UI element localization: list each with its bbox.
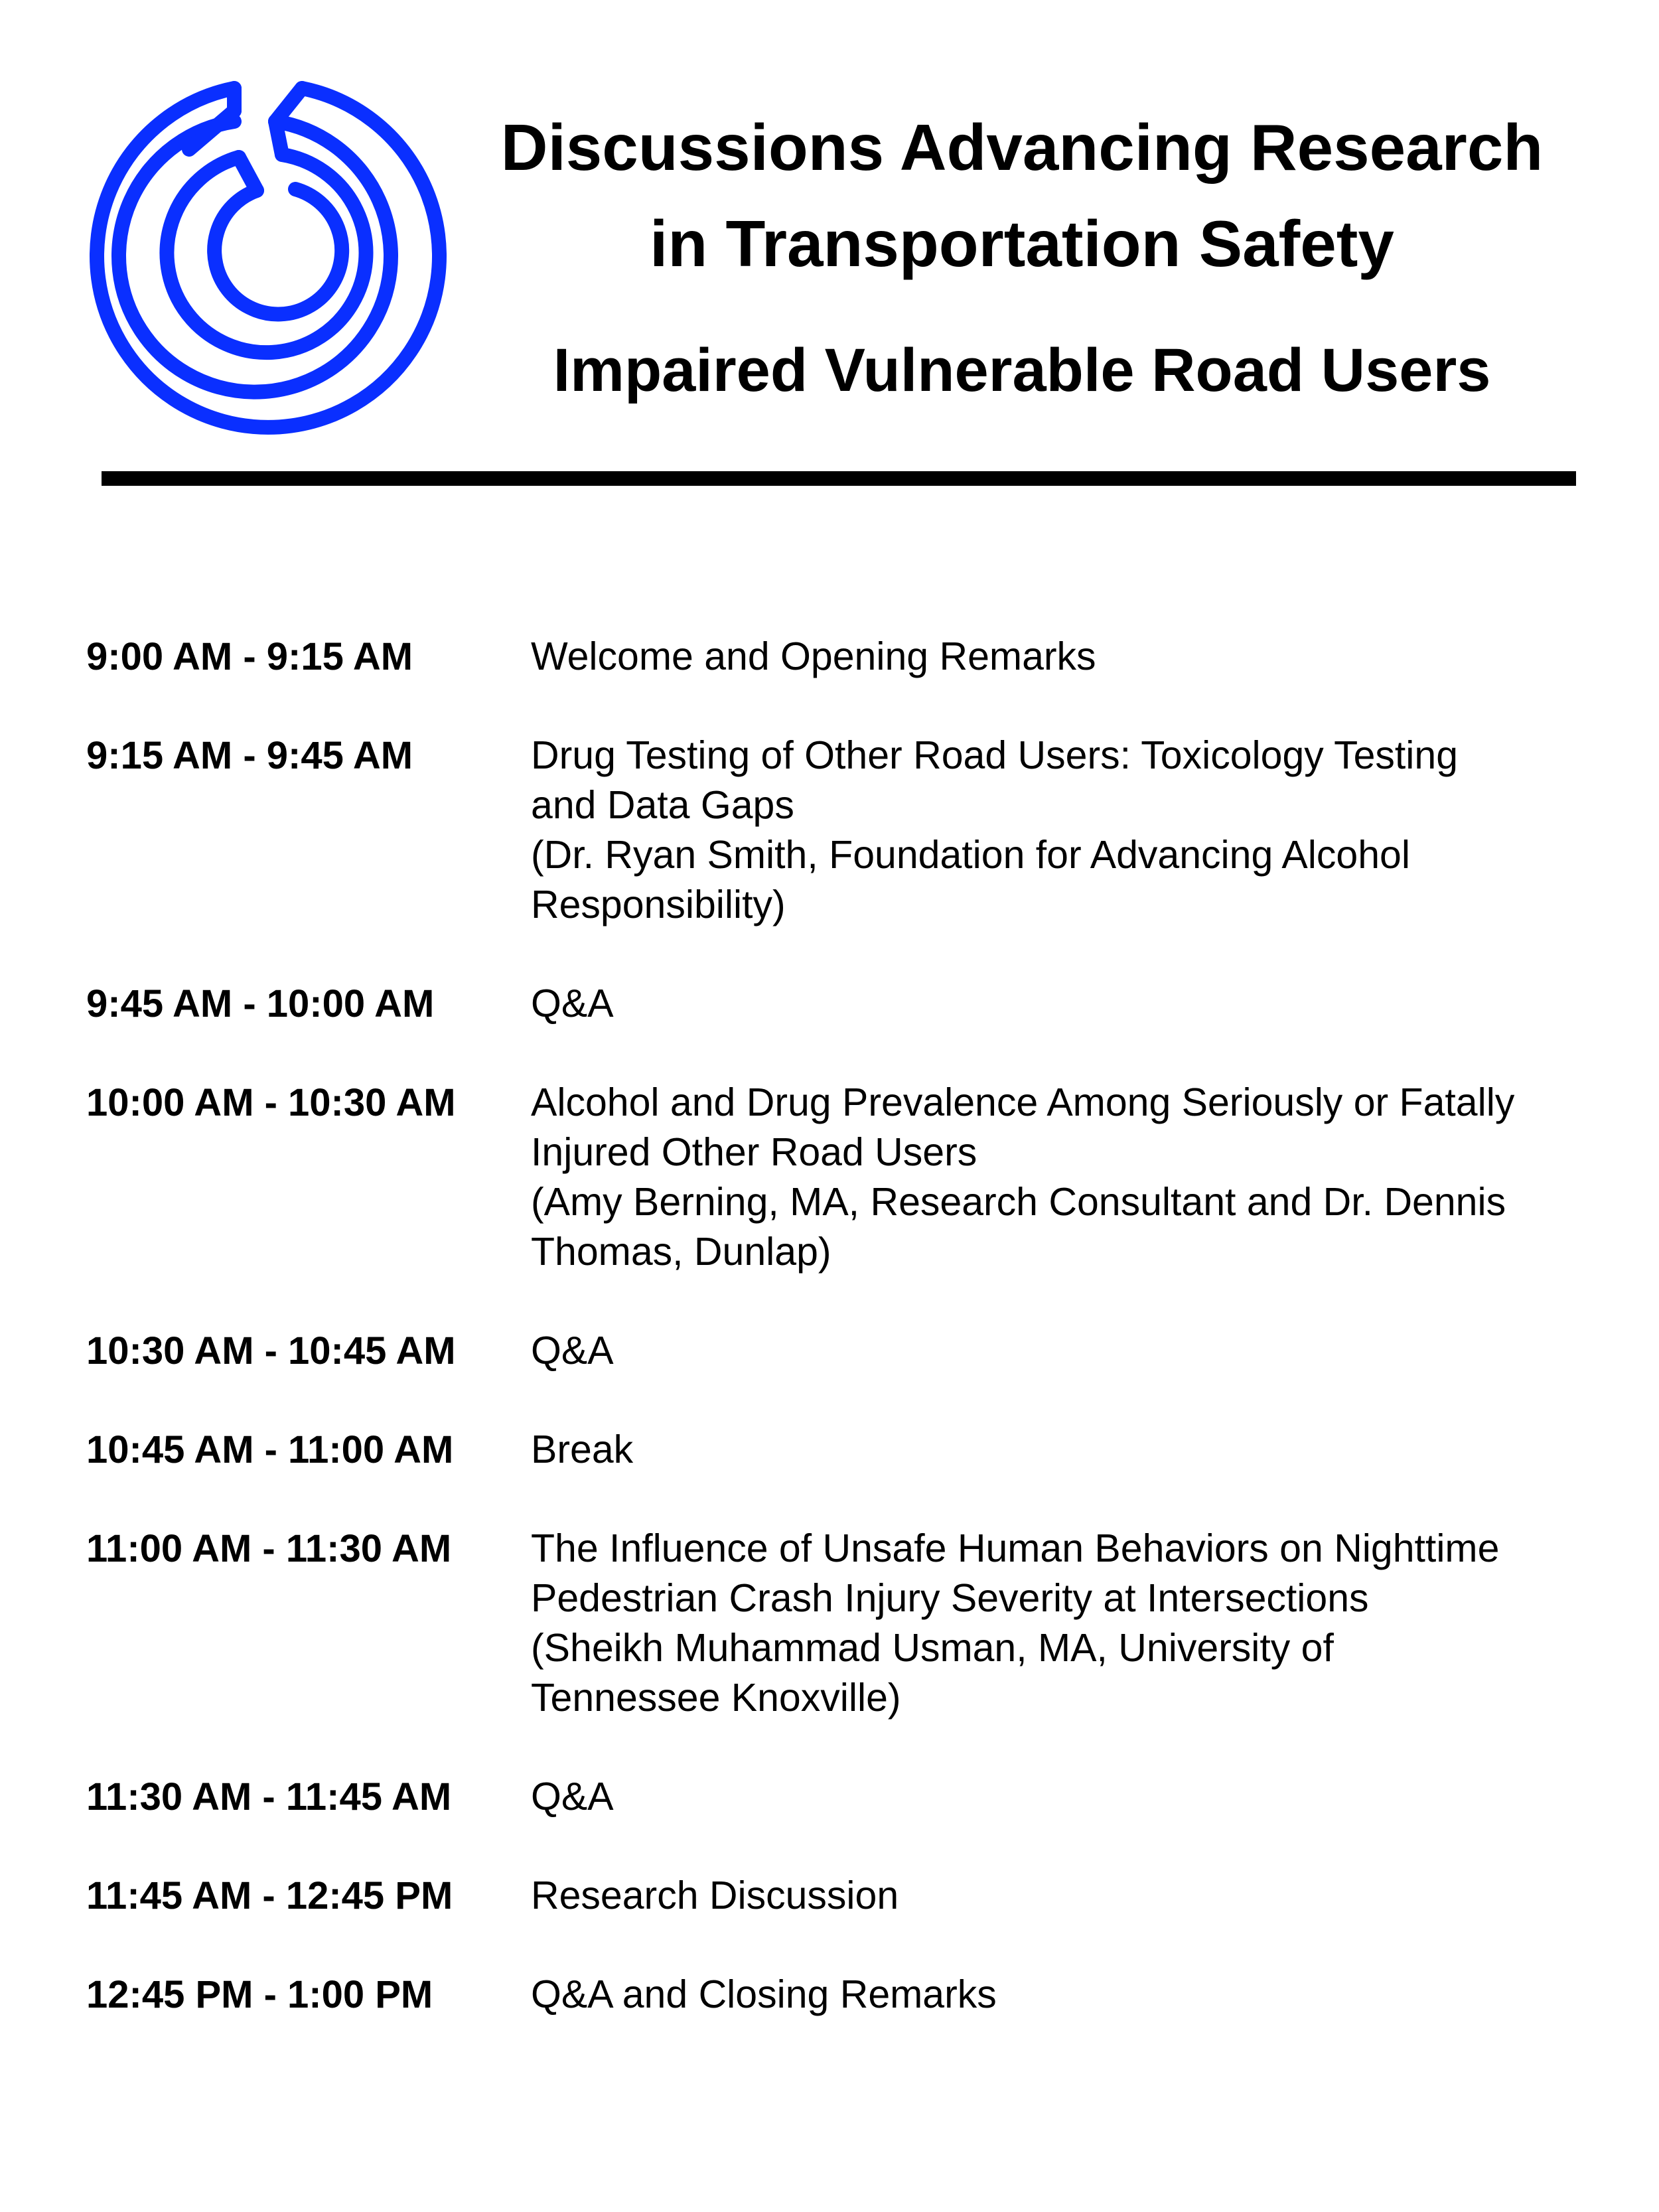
page-subtitle: Impaired Vulnerable Road Users: [553, 336, 1491, 404]
agenda-description: [531, 1078, 1619, 1277]
agenda-description: [531, 1326, 1619, 1376]
agenda-description-line: (Amy Berning, MA, Research Consultant and Dr. Dennis: [531, 1180, 1506, 1224]
agenda-description: [531, 1425, 1619, 1475]
agenda-description: [531, 731, 1619, 930]
agenda-time: 11:00 AM - 11:30 AM: [86, 1527, 452, 1570]
agenda-row: [86, 1871, 1619, 1921]
spiral-maze-logo-icon: [83, 70, 455, 441]
agenda-description-line: and Data Gaps: [531, 783, 794, 827]
agenda-description: [531, 979, 1619, 1029]
agenda-row: [86, 731, 1619, 930]
agenda-description: [531, 632, 1619, 682]
agenda-time: 10:30 AM - 10:45 AM: [86, 1329, 456, 1372]
agenda-list: [86, 632, 1619, 2069]
agenda-description-line: Q&A: [531, 982, 614, 1025]
agenda-description-line: Tennessee Knoxville): [531, 1676, 901, 1720]
agenda-row: [86, 1425, 1619, 1475]
agenda-description: [531, 1970, 1619, 2020]
page-title: [451, 100, 1593, 292]
agenda-time: 11:45 AM - 12:45 PM: [86, 1874, 453, 1917]
agenda-description-line: The Influence of Unsafe Human Behaviors on Nighttime: [531, 1526, 1500, 1570]
agenda-time: 9:45 AM - 10:00 AM: [86, 982, 435, 1025]
agenda-time: 9:15 AM - 9:45 AM: [86, 734, 413, 777]
agenda-row: [86, 632, 1619, 682]
agenda-description-line: Injured Other Road Users: [531, 1130, 977, 1174]
title-line-2: in Transportation Safety: [650, 207, 1394, 280]
agenda-description-line: (Sheikh Muhammad Usman, MA, University of: [531, 1626, 1334, 1670]
agenda-time: 11:30 AM - 11:45 AM: [86, 1775, 452, 1818]
title-line-1: Discussions Advancing Research: [500, 111, 1544, 184]
agenda-row: [86, 1772, 1619, 1822]
agenda-description-line: Drug Testing of Other Road Users: Toxicology Testing: [531, 733, 1459, 777]
agenda-time: 12:45 PM - 1:00 PM: [86, 1973, 433, 2016]
agenda-description-line: Q&A: [531, 1329, 614, 1372]
agenda-description-line: Q&A and Closing Remarks: [531, 1972, 997, 2016]
agenda-description-line: Responsibility): [531, 883, 786, 926]
agenda-row: [86, 1326, 1619, 1376]
agenda-description-line: Q&A: [531, 1775, 614, 1818]
agenda-description-line: Alcohol and Drug Prevalence Among Seriously or Fatally: [531, 1080, 1515, 1124]
agenda-description-line: Pedestrian Crash Injury Severity at Intersections: [531, 1576, 1369, 1620]
header-divider: [102, 471, 1576, 486]
agenda-row: [86, 1078, 1619, 1277]
agenda-description-line: (Dr. Ryan Smith, Foundation for Advancing Alcohol: [531, 833, 1410, 877]
agenda-description: [531, 1871, 1619, 1921]
agenda-description: [531, 1772, 1619, 1822]
agenda-description-line: Break: [531, 1428, 634, 1471]
agenda-row: [86, 1524, 1619, 1723]
agenda-description: [531, 1524, 1619, 1723]
agenda-time: 9:00 AM - 9:15 AM: [86, 635, 413, 678]
agenda-time: 10:45 AM - 11:00 AM: [86, 1428, 454, 1471]
agenda-description-line: Welcome and Opening Remarks: [531, 634, 1096, 678]
agenda-description-line: Research Discussion: [531, 1874, 899, 1917]
agenda-description-line: Thomas, Dunlap): [531, 1230, 831, 1274]
agenda-row: [86, 979, 1619, 1029]
agenda-row: [86, 1970, 1619, 2020]
agenda-time: 10:00 AM - 10:30 AM: [86, 1081, 456, 1124]
